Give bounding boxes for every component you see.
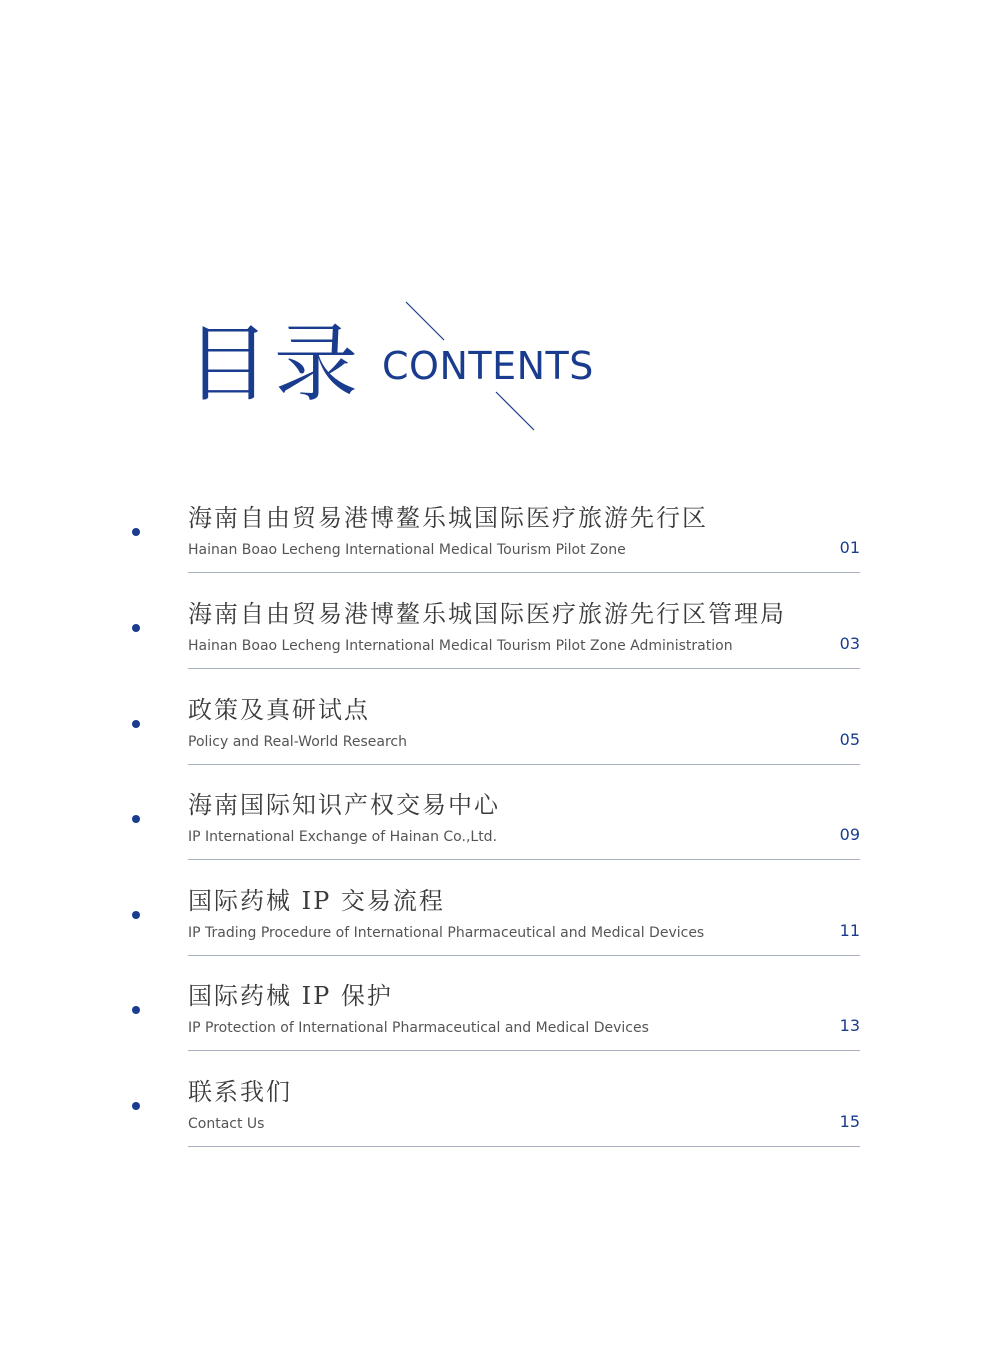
toc-item-5[interactable] bbox=[0, 883, 992, 959]
toc-divider bbox=[188, 859, 860, 860]
bullet-dot bbox=[132, 1102, 140, 1110]
toc-title-en: IP Protection of International Pharmaceutical and Medical Devices bbox=[188, 1020, 649, 1036]
page-title-en: CONTENTS bbox=[382, 344, 594, 388]
toc-item-4[interactable] bbox=[0, 787, 992, 863]
toc-title-en: Contact Us bbox=[188, 1116, 265, 1132]
toc-title-cn: 国际药械 IP 保护 bbox=[188, 982, 393, 1010]
toc-title-en: Hainan Boao Lecheng International Medical Tourism Pilot Zone Administration bbox=[188, 638, 733, 654]
toc-divider bbox=[188, 1146, 860, 1147]
toc-item-2[interactable] bbox=[0, 596, 992, 672]
toc-page-number: 09 bbox=[839, 825, 860, 844]
toc-page-number: 05 bbox=[839, 730, 860, 749]
toc-title-en: Hainan Boao Lecheng International Medical Tourism Pilot Zone bbox=[188, 542, 626, 558]
toc-page-number: 11 bbox=[839, 921, 860, 940]
toc-title-cn: 国际药械 IP 交易流程 bbox=[188, 887, 445, 915]
toc-divider bbox=[188, 1050, 860, 1051]
toc-page-number: 13 bbox=[839, 1016, 860, 1035]
toc-page-number: 15 bbox=[839, 1112, 860, 1131]
toc-divider bbox=[188, 955, 860, 956]
deco-line-bottom bbox=[496, 392, 534, 430]
bullet-dot bbox=[132, 911, 140, 919]
contents-header bbox=[186, 300, 606, 440]
bullet-dot bbox=[132, 528, 140, 536]
bullet-dot bbox=[132, 624, 140, 632]
toc-item-1[interactable] bbox=[0, 500, 992, 576]
toc-title-cn: 海南自由贸易港博鳌乐城国际医疗旅游先行区管理局 bbox=[188, 600, 786, 628]
toc-item-7[interactable] bbox=[0, 1074, 992, 1150]
deco-line-top bbox=[406, 302, 444, 340]
toc-divider bbox=[188, 572, 860, 573]
toc-title-cn: 海南自由贸易港博鳌乐城国际医疗旅游先行区 bbox=[188, 504, 708, 532]
toc-title-en: Policy and Real-World Research bbox=[188, 734, 407, 750]
toc-page-number: 01 bbox=[839, 538, 860, 557]
toc-item-6[interactable] bbox=[0, 978, 992, 1054]
bullet-dot bbox=[132, 720, 140, 728]
toc-divider bbox=[188, 764, 860, 765]
toc-divider bbox=[188, 668, 860, 669]
toc-item-3[interactable] bbox=[0, 692, 992, 768]
toc-title-en: IP International Exchange of Hainan Co.,Ltd. bbox=[188, 829, 498, 845]
bullet-dot bbox=[132, 1006, 140, 1014]
toc-title-cn: 政策及真研试点 bbox=[188, 696, 370, 724]
toc-title-en: IP Trading Procedure of International Pharmaceutical and Medical Devices bbox=[188, 925, 705, 941]
toc-title-cn: 海南国际知识产权交易中心 bbox=[188, 791, 500, 819]
bullet-dot bbox=[132, 815, 140, 823]
toc-page-number: 03 bbox=[839, 634, 860, 653]
toc-title-cn: 联系我们 bbox=[188, 1078, 292, 1106]
page-title-cn: 目录 bbox=[186, 315, 363, 413]
